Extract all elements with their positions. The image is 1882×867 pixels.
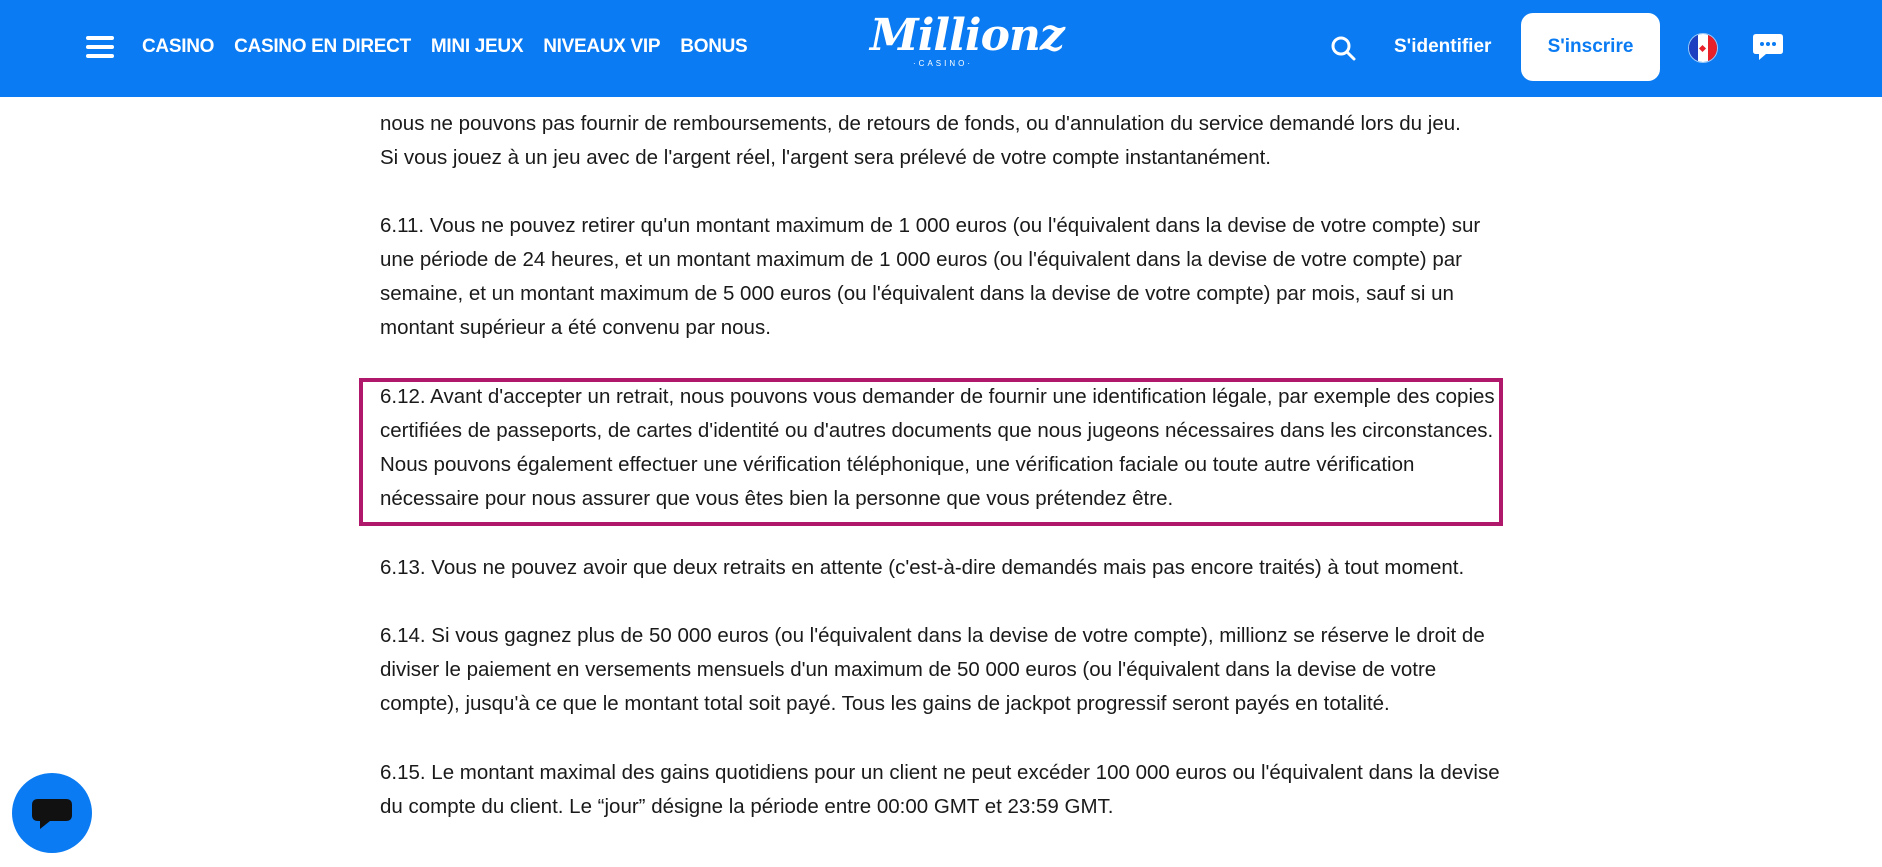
flag-stripe bbox=[1689, 34, 1698, 62]
nav-item-bonus[interactable]: BONUS bbox=[680, 36, 748, 57]
chat-bubble-icon[interactable] bbox=[1752, 32, 1784, 62]
chat-icon bbox=[30, 793, 74, 833]
nav-item-live-casino[interactable]: CASINO EN DIRECT bbox=[234, 36, 411, 57]
chat-widget-button[interactable] bbox=[12, 773, 92, 853]
partial-paragraph-line: Si vous jouez à un jeu avec de l'argent réel, l'argent sera prélevé de votre compte instantanément. bbox=[380, 146, 1271, 169]
terms-paragraph-6-13: 6.13. Vous ne pouvez avoir que deux retraits en attente (c'est-à-dire demandés mais pas encore traités) à tout moment. bbox=[380, 556, 1465, 579]
language-flag-icon[interactable] bbox=[1688, 33, 1718, 63]
highlight-box bbox=[359, 378, 1503, 526]
menu-icon-bar bbox=[86, 45, 114, 49]
search-icon[interactable] bbox=[1330, 35, 1356, 61]
menu-icon[interactable] bbox=[86, 36, 114, 58]
site-logo[interactable] bbox=[870, 10, 1064, 74]
signup-button[interactable]: S'inscrire bbox=[1521, 13, 1660, 81]
terms-paragraph-6-15: 6.15. Le montant maximal des gains quotidiens pour un client ne peut excéder 100 000 euros ou l'équivalent dans la devise du compte du client. Le “jour” désigne la période entre 00:00 GMT et 23:59 GMT. bbox=[380, 761, 1500, 818]
partial-paragraph-line: nous ne pouvons pas fournir de remboursements, de retours de fonds, ou d'annulation du service demandé lors du jeu. bbox=[380, 112, 1461, 135]
main-nav bbox=[142, 36, 747, 58]
nav-item-vip-levels[interactable]: NIVEAUX VIP bbox=[543, 36, 661, 57]
flag-stripe bbox=[1698, 34, 1708, 62]
top-header bbox=[0, 0, 1882, 97]
flag-stripe bbox=[1708, 34, 1717, 62]
logo-subtitle: ·CASINO· bbox=[913, 59, 973, 68]
logo-wordmark: Millionz bbox=[870, 10, 1064, 61]
nav-item-casino[interactable]: CASINO bbox=[142, 36, 215, 57]
nav-item-mini-games[interactable]: MINI JEUX bbox=[430, 36, 524, 57]
menu-icon-bar bbox=[86, 36, 114, 40]
terms-paragraph-6-12: 6.12. Avant d'accepter un retrait, nous pouvons vous demander de fournir une identification légale, par exemple des copies certifiées de passeports, de cartes d'identité ou d'autres documents que nous jugeons nécessaires dans les circonstances. Nous pouvons également effectuer une vérification téléphonique, une vérification faciale ou toute autre vérification nécessaire pour nous assurer que vous êtes bien la personne que vous prétendez être. bbox=[380, 385, 1495, 510]
terms-paragraph-6-11: 6.11. Vous ne pouvez retirer qu'un montant maximum de 1 000 euros (ou l'équivalent dans la devise de votre compte) sur une période de 24 heures, et un montant maximum de 1 000 euros (ou l'équivalent dans la devise de votre compte) par semaine, et un montant maximum de 5 000 euros (ou l'équivalent dans la devise de votre compte) par mois, sauf si un montant supérieur a été convenu par nous. bbox=[380, 214, 1481, 339]
menu-icon-bar bbox=[86, 54, 114, 58]
maple-leaf-icon bbox=[1699, 44, 1706, 51]
terms-paragraph-6-14: 6.14. Si vous gagnez plus de 50 000 euros (ou l'équivalent dans la devise de votre compte), millionz se réserve le droit de diviser le paiement en versements mensuels d'un maximum de 50 000 euros (ou l'équivalent dans la devise de votre compte), jusqu'à ce que le montant total soit payé. Tous les gains de jackpot progressif seront payés en totalité. bbox=[380, 624, 1485, 715]
login-button[interactable]: S'identifier bbox=[1394, 36, 1492, 57]
